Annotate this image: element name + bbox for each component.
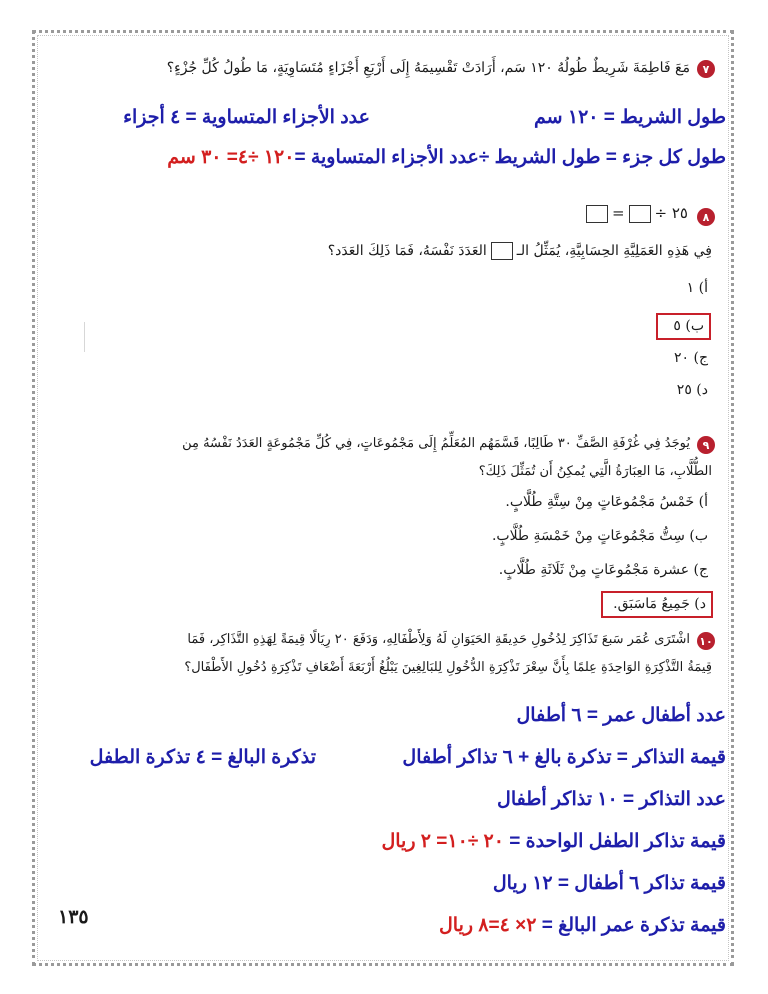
page-number: ١٣٥ [58, 907, 89, 928]
equation-box-1 [629, 205, 651, 223]
answer-7-result: ١٢٠ ÷٤= ٣٠ سم [167, 147, 295, 168]
question-9-number: ٩ [697, 436, 715, 454]
answer-10-six-children: قيمة تذاكر ٦ أطفال = ١٢ ريال [492, 873, 726, 894]
option-9-c: ج) عشرة مَجْمُوعَاتٍ مِنْ ثَلَاثَةِ طُلَّابٍ. [498, 562, 708, 578]
answer-7-ribbon-length: طول الشريط = ١٢٠ سم [534, 107, 726, 128]
question-9-text-line2: الطُّلَّابِ، مَا العِبَارَةُ الَّتِي يُمكِنُ أَن تُمَثِّلَ ذَلِكَ؟ [478, 464, 712, 479]
option-8-c: ج) ٢٠ [674, 350, 708, 366]
answer-10-children: عدد أطفال عمر = ٦ أطفال [516, 705, 726, 726]
question-9-text-line1: يُوجَدُ فِي غُرْفَةِ الصَّفِّ ٣٠ طَالِبًا، قَسَّمَهُم المُعَلِّمُ إِلَى مَجْمُوعَاتٍ، فِي كُلِّ مَجْمُوعَةٍ العَدَدُ نَفْسُهُ مِن [182, 436, 690, 451]
option-8-d: د) ٢٥ [676, 382, 708, 398]
scan-artifact-line [84, 322, 85, 352]
option-9-a: أ) خَمْسُ مَجْمُوعَاتٍ مِنْ سِتَّةِ طُلَّابٍ. [505, 494, 708, 510]
question-10-number: ١٠ [697, 632, 715, 650]
question-8-number: ٨ [697, 208, 715, 226]
equation-box-2 [586, 205, 608, 223]
option-8-b: ب) ٥ [673, 318, 704, 334]
answer-10-tickets-count: عدد التذاكر = ١٠ تذاكر أطفال [497, 789, 726, 810]
question-10-text-line2: قِيمَةُ التَّذْكِرَةِ الوَاحِدَةِ عِلمًا بِأَنَّ سِعْرَ تَذْكِرَةِ الدُّخُولِ لِلبَالِغِينَ يَبْلُغُ أَرْبَعَةَ أَضْعَافِ تَذْكِرَةِ دُخُولِ الأَطْفَال؟ [184, 660, 712, 675]
question-7-text: مَعَ فَاطِمَةَ شَرِيطٌ طُولُهُ ١٢٠ سَم، أَرَادَتْ تَقْسِيمَهُ إِلَى أَرْبَعِ أَجْزَاءٍ مُتَسَاوِيَةٍ، مَا طُولُ كُلِّ جُزْءٍ؟ [166, 60, 690, 76]
answer-7-equal-parts: عدد الأجزاء المتساوية = ٤ أجزاء [123, 107, 370, 128]
answer-10-tickets-value: قيمة التذاكر = تذكرة بالغ + ٦ تذاكر أطفال [402, 747, 726, 768]
question-8-equation: ٢٥ ÷= [582, 204, 688, 223]
answer-10-child-value-result: ٢٠ ÷١٠= ٢ ريال [381, 831, 504, 852]
question-box [491, 242, 513, 260]
option-9-b: ب) سِتُّ مَجْمُوعَاتٍ مِنْ خَمْسَةِ طُلَّابٍ. [491, 528, 708, 544]
question-8-text: فِي هَذِهِ العَمَلِيَّةِ الحِسَابِيَّةِ، يُمَثِّلُ الـالعَدَدَ نَفْسَهُ، فَمَا ذَلِكَ العَدَد؟ [327, 243, 712, 259]
answer-10-child-value: قيمة تذاكر الطفل الواحدة = ٢٠ ÷١٠= ٢ ريال [381, 831, 726, 852]
option-9-d: د) جَمِيعُ مَاسَبَق. [613, 596, 706, 612]
answer-7-formula: طول كل جزء = طول الشريط ÷عدد الأجزاء المتساوية =١٢٠ ÷٤= ٣٠ سم [167, 147, 726, 168]
question-7-number: ٧ [697, 60, 715, 78]
answer-10-adult-value: قيمة تذكرة عمر البالغ = ٢× ٤=٨ ريال [438, 915, 726, 936]
question-10-text-line1: اشْتَرَى عُمَر سَبعَ تَذَاكِرَ لِدُخُولِ حَدِيقَةِ الحَيَوَانِ لَهُ وَلِأَطْفَالِهِ، وَدَفَعَ ٢٠ رِيَالًا قِيمَةً لِهَذِهِ التَّذَاكِر، فَمَا [187, 632, 690, 647]
option-8-a: أ) ١ [686, 280, 708, 296]
answer-10-adult-ticket: تذكرة البالغ = ٤ تذكرة الطفل [89, 747, 316, 768]
answer-10-adult-value-result: ٢× ٤=٨ ريال [438, 915, 537, 936]
